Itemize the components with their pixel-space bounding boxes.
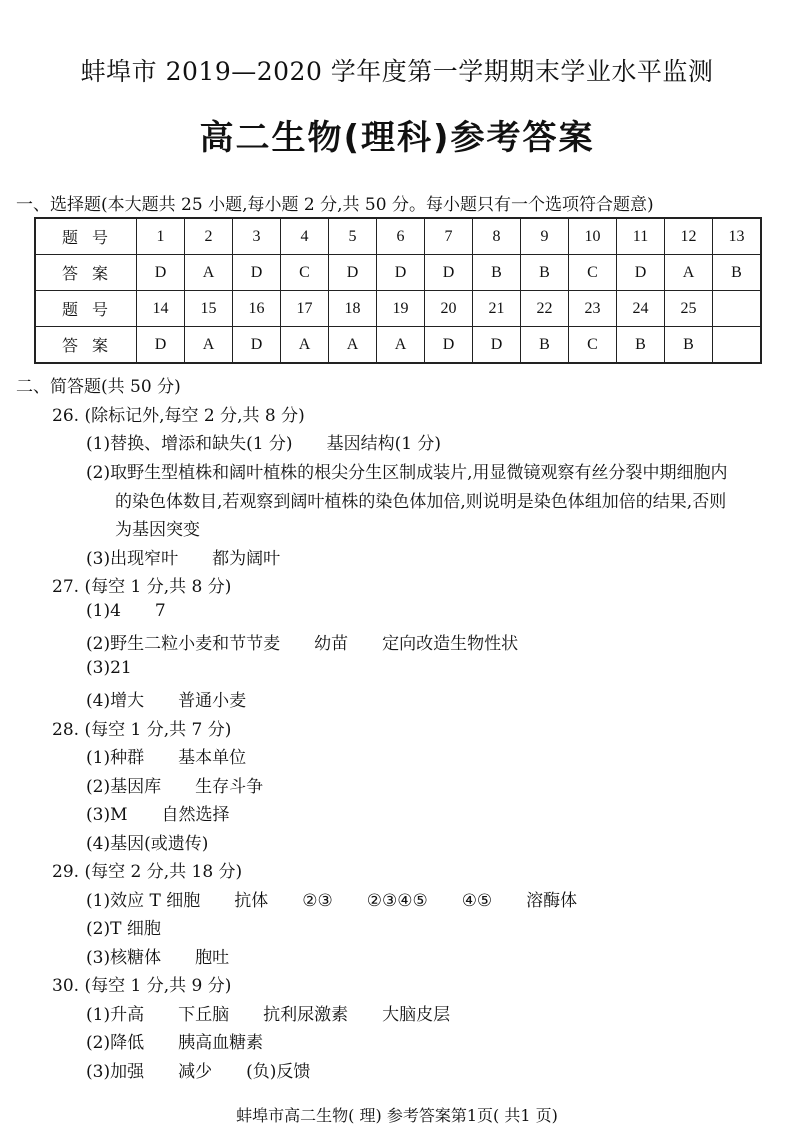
answer-cell: D [233,255,281,291]
empty-cell [713,327,762,364]
answer-line [86,686,246,711]
answer-cell: C [569,255,617,291]
answer-text: (1)种群 [86,748,145,768]
question-28-header: 28. (每空 1 分,共 7 分) [52,720,232,740]
answer-cell: A [329,327,377,364]
page-footer: 蚌埠市高二生物( 理) 参考答案第1页( 共1 页) [236,1106,558,1125]
answer-cell: B [473,255,521,291]
answer-text: 基因结构(1 分) [326,434,442,454]
answer-line [86,544,280,569]
answer-text: 普通小麦 [178,691,247,711]
answer-cell: D [425,327,473,364]
answer-cell: A [185,255,233,291]
question-number: 16 [233,291,281,327]
question-number: 20 [425,291,473,327]
question-number: 7 [425,218,473,255]
section-multiple-choice-title: 一、选择题(本大题共 25 小题,每小题 2 分,共 50 分。每小题只有一个选项符合题意) [16,195,654,215]
answer-table [34,217,762,364]
answer-line [86,1028,263,1053]
question-number: 8 [473,218,521,255]
question-number: 18 [329,291,377,327]
question-number: 17 [281,291,329,327]
table-row [35,327,761,364]
answer-text: 生存斗争 [195,777,264,797]
section-short-answer-title: 二、简答题(共 50 分) [16,377,181,397]
answer-text: 减少 [178,1062,213,1082]
answer-line [86,943,229,968]
answer-cell: B [521,255,569,291]
answer-text: ②③ [302,891,333,911]
question-number: 3 [233,218,281,255]
answer-cell: D [137,327,185,364]
row-label: 题号 [35,218,137,255]
answer-text: (4)增大 [86,691,145,711]
answer-cell: A [185,327,233,364]
row-label: 答案 [35,255,137,291]
answer-text: (1)效应 T 细胞 [86,891,201,911]
question-number: 24 [617,291,665,327]
answer-text: 定向改造生物性状 [382,634,519,654]
exam-title: 蚌埠市 2019—2020 学年度第一学期期末学业水平监测 [80,57,714,86]
answer-cell: C [281,255,329,291]
document-title: 高二生物(理科)参考答案 [199,118,595,158]
table-row [35,255,761,291]
answer-line: (3)21 [86,658,132,678]
answer-text: (2)基因库 [86,777,162,797]
answer-line: (2)T 细胞 [86,919,161,939]
table-row [35,291,761,327]
answer-text: (负)反馈 [246,1062,311,1082]
question-number: 13 [713,218,762,255]
answer-text: 抗体 [234,891,269,911]
question-number: 1 [137,218,185,255]
answer-text: (1)替换、增添和缺失(1 分) [86,434,293,454]
answer-cell: C [569,327,617,364]
answer-text: (3)核糖体 [86,948,162,968]
answer-cell: B [665,327,713,364]
question-number: 11 [617,218,665,255]
answer-text: 胰高血糖素 [178,1033,264,1053]
table-row [35,218,761,255]
answer-cell: B [617,327,665,364]
answer-line [86,429,441,454]
answer-line [86,629,518,654]
answer-text: ④⑤ [461,891,493,911]
answer-text: 基本单位 [178,748,247,768]
answer-text: (1)4 [86,601,121,621]
question-number: 22 [521,291,569,327]
answer-text: 自然选择 [161,805,230,825]
answer-cell: A [377,327,425,364]
answer-text: (1)升高 [86,1005,145,1025]
question-30-header: 30. (每空 1 分,共 9 分) [52,976,232,996]
answer-line [86,601,166,621]
answer-line-continued: 为基因突变 [115,520,200,540]
answer-text: 幼苗 [314,634,349,654]
answer-text: (2)降低 [86,1033,145,1053]
answer-line [86,886,577,911]
answer-text: (3)M [86,805,128,825]
question-number: 6 [377,218,425,255]
answer-line [86,800,230,825]
answer-text: 7 [154,601,166,621]
answer-cell: D [617,255,665,291]
answer-text: (3)出现窄叶 [86,549,179,569]
question-number: 5 [329,218,377,255]
answer-cell: A [281,327,329,364]
answer-line [86,1057,310,1082]
question-26-header: 26. (除标记外,每空 2 分,共 8 分) [52,406,305,426]
row-label: 答案 [35,327,137,364]
row-label: 题号 [35,291,137,327]
answer-cell: B [713,255,762,291]
answer-text: 大脑皮层 [382,1005,451,1025]
answer-cell: D [425,255,473,291]
answer-line [86,1000,450,1025]
question-number: 2 [185,218,233,255]
question-number: 14 [137,291,185,327]
question-number: 19 [377,291,425,327]
answer-line: (2)取野生型植株和阔叶植株的根尖分生区制成装片,用显微镜观察有丝分裂中期细胞内 [86,463,728,483]
question-number: 4 [281,218,329,255]
empty-cell [713,291,762,327]
question-29-header: 29. (每空 2 分,共 18 分) [52,862,243,882]
answer-text: ②③④⑤ [366,891,428,911]
question-27-header: 27. (每空 1 分,共 8 分) [52,577,232,597]
answer-line-continued: 的染色体数目,若观察到阔叶植株的染色体加倍,则说明是染色体组加倍的结果,否则 [115,492,727,512]
answer-text: 溶酶体 [526,891,578,911]
question-number: 25 [665,291,713,327]
answer-cell: D [329,255,377,291]
answer-cell: D [137,255,185,291]
answer-cell: D [473,327,521,364]
question-number: 9 [521,218,569,255]
answer-text: 下丘脑 [178,1005,230,1025]
answer-text: (3)加强 [86,1062,145,1082]
question-number: 12 [665,218,713,255]
question-number: 10 [569,218,617,255]
answer-line: (4)基因(或遗传) [86,834,209,854]
question-number: 15 [185,291,233,327]
answer-text: 胞吐 [195,948,230,968]
answer-cell: A [665,255,713,291]
answer-text: 都为阔叶 [212,549,281,569]
question-number: 23 [569,291,617,327]
question-number: 21 [473,291,521,327]
answer-cell: B [521,327,569,364]
answer-line [86,772,263,797]
answer-cell: D [233,327,281,364]
answer-cell: D [377,255,425,291]
answer-text: (2)野生二粒小麦和节节麦 [86,634,281,654]
answer-text: 抗利尿激素 [263,1005,349,1025]
answer-line [86,743,246,768]
